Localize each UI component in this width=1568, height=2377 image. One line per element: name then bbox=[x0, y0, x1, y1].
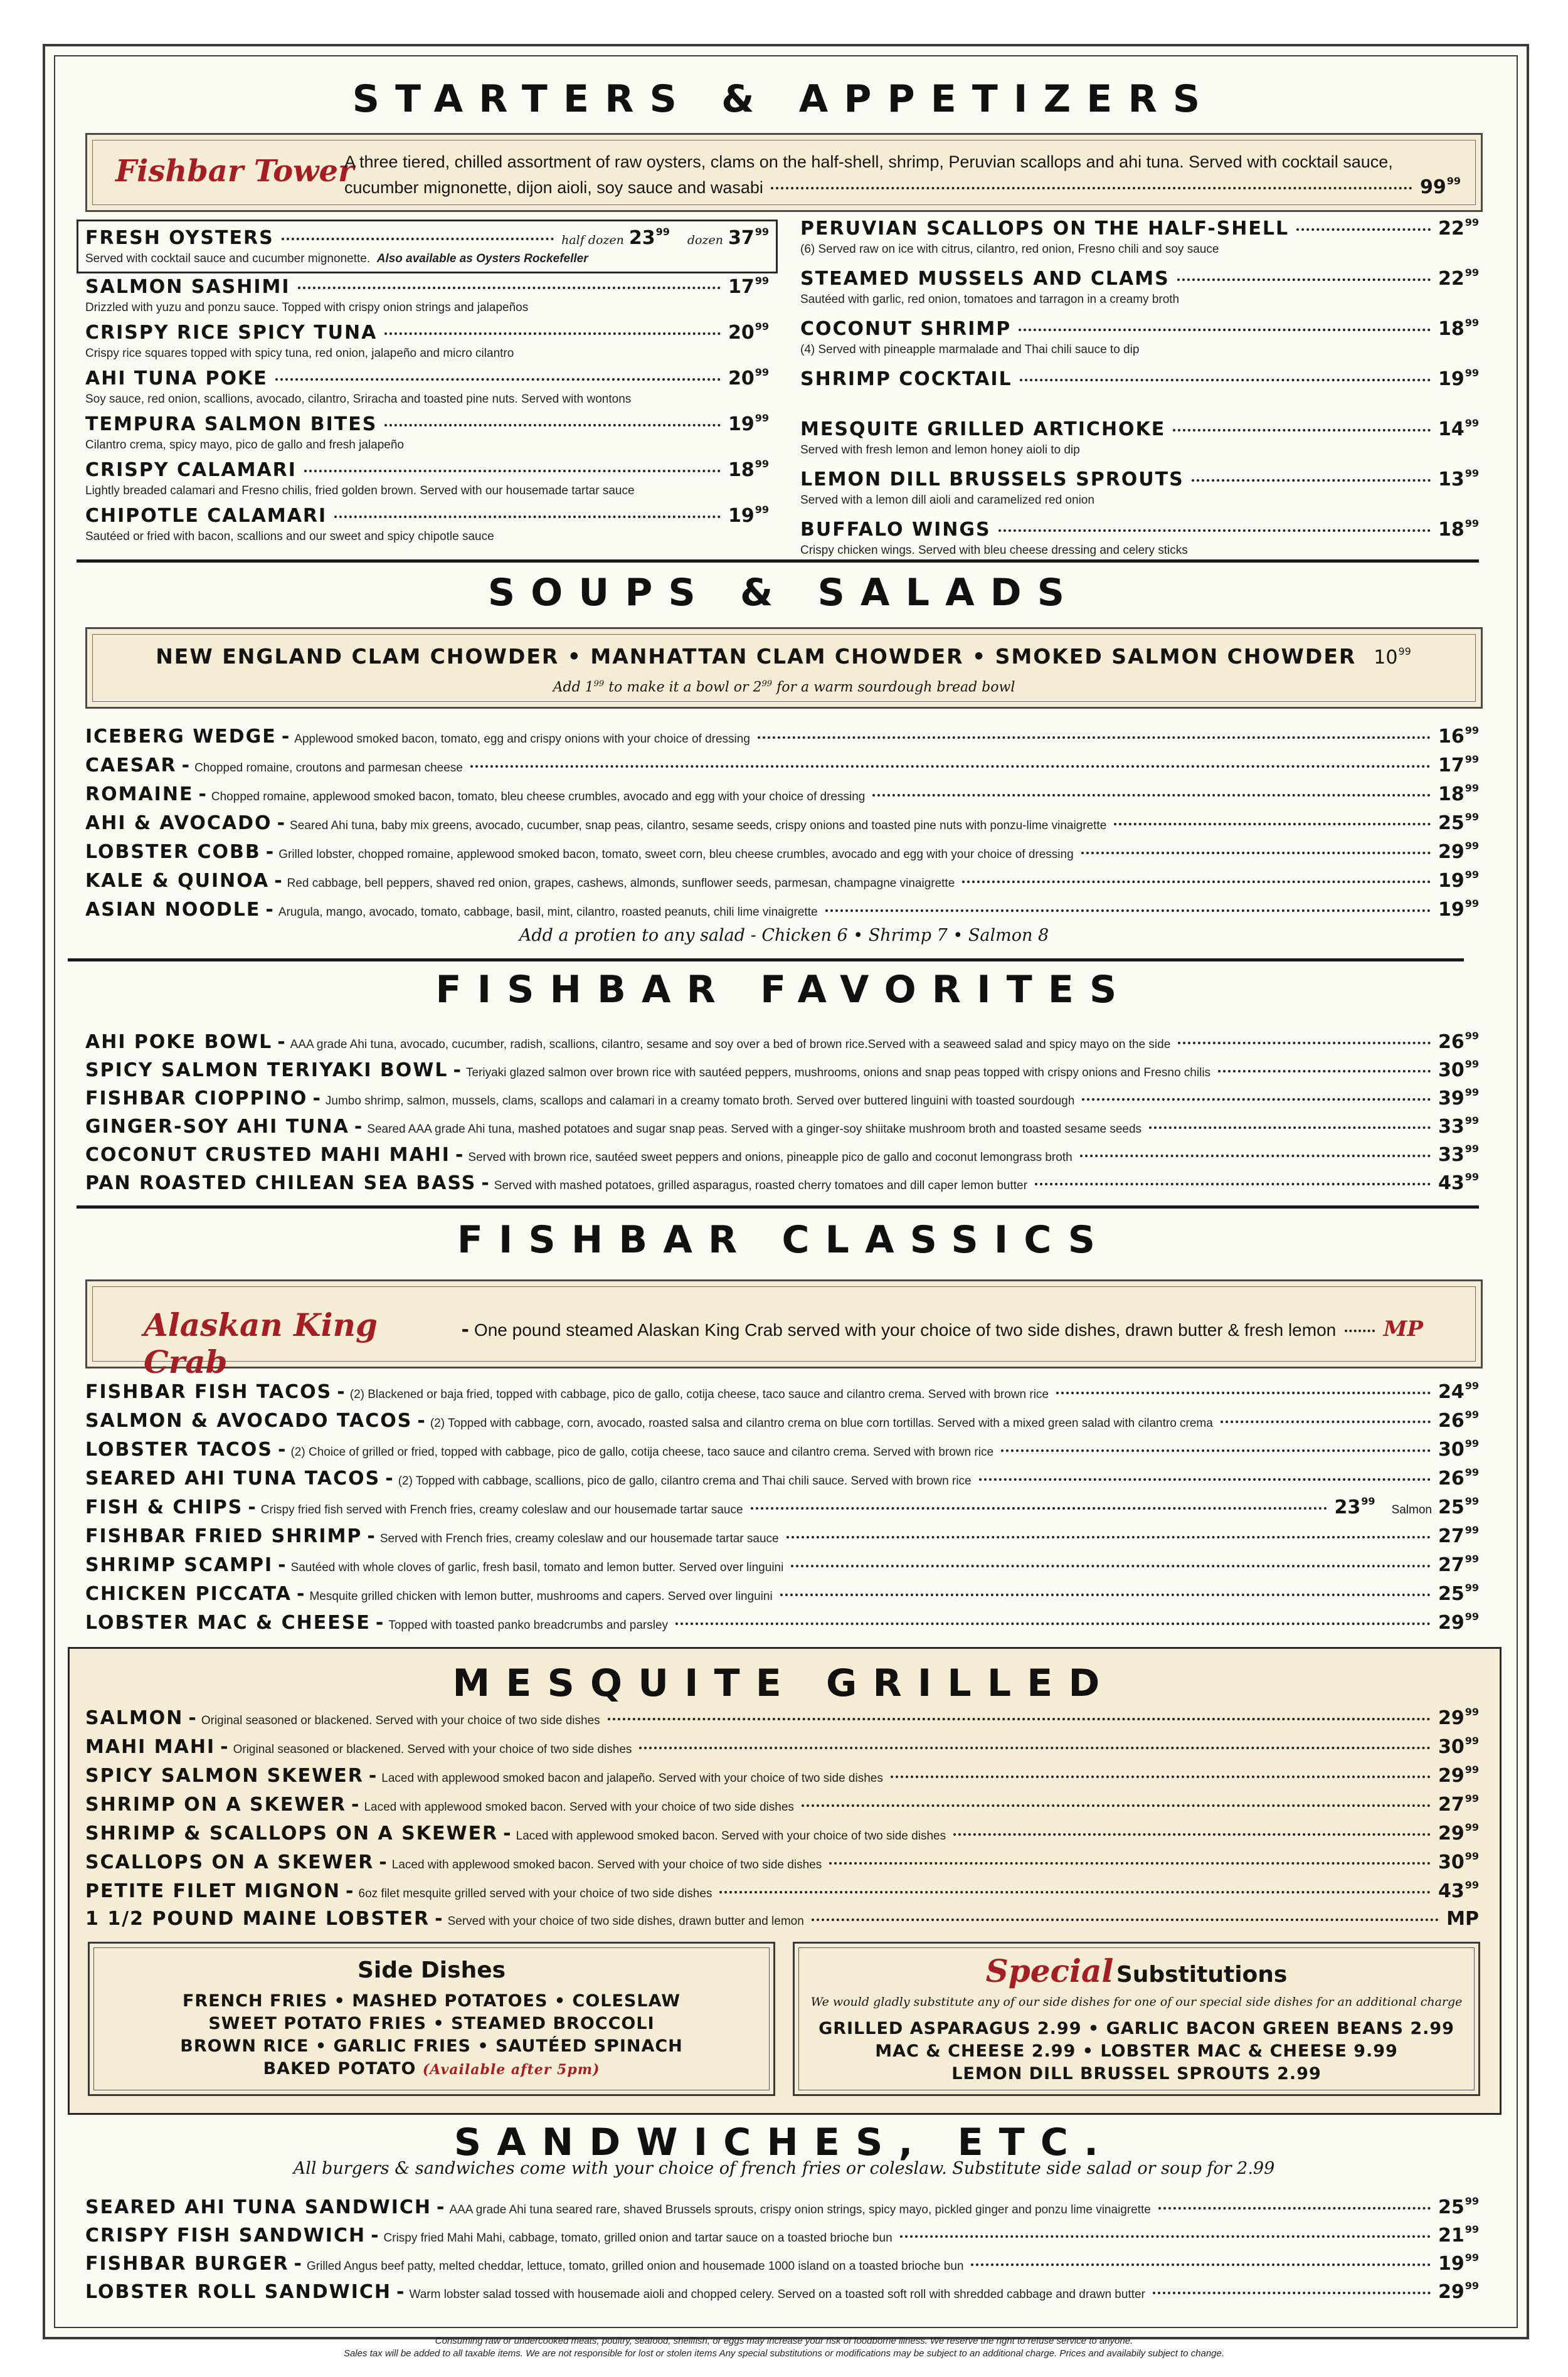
item-price: $18^{99}$ bbox=[1438, 517, 1479, 541]
item-price: $17^{99}$ bbox=[728, 275, 769, 298]
menu-item-scallops-on-a-skewer: SCALLOPS ON A SKEWER - Laced with applewood smoked bacon. Served with your choice of two side dishes $30^{99}$ bbox=[85, 1850, 1479, 1873]
item-desc: Served with mashed potatoes, grilled asparagus, roasted cherry tomatoes and dill caper lemon butter bbox=[494, 1179, 1027, 1192]
item-desc: (2) Blackened or baja fried, topped with cabbage, pico de gallo, cotija cheese, taco sauce and cilantro crema. Served with brown rice bbox=[349, 1388, 1049, 1401]
item-price: $39^{99}$ bbox=[1438, 1086, 1479, 1109]
menu-item-ahi-avocado: AHI & AVOCADO - Seared Ahi tuna, baby mix greens, avocado, cucumber, snap peas, cilantro, sesame seeds, crispy onions and toasted pine nuts with ponzu-lime vinaigrette $25^{99}$ bbox=[85, 811, 1479, 834]
section-title-soups: SOUPS & SALADS bbox=[487, 571, 1081, 615]
item-name: 1 1/2 POUND MAINE LOBSTER bbox=[85, 1908, 430, 1930]
item-name: PETITE FILET MIGNON bbox=[85, 1880, 341, 1902]
menu-item-ahi-poke-bowl: AHI POKE BOWL - AAA grade Ahi tuna, avocado, cucumber, radish, scallions, cilantro, sesame and soy over a bed of brown rice.Served with a seaweed salad and spicy mayo on the side $26^{99}$ bbox=[85, 1030, 1479, 1053]
item-price: $27^{99}$ bbox=[1438, 1792, 1479, 1816]
item-price: $43^{99}$ bbox=[1438, 1171, 1479, 1194]
fishbar-tower-price: $99^{99}$ bbox=[1419, 175, 1461, 198]
special-line2: MAC & CHEESE 2.99 • LOBSTER MAC & CHEESE 9.99 bbox=[875, 2041, 1398, 2061]
menu-item-steamed-mussels-and-clams bbox=[800, 267, 1479, 292]
item-price: $19^{99}$ bbox=[1438, 2252, 1479, 2275]
item-desc: Crispy fried fish served with French fries, creamy coleslaw and our housemade tartar sauce bbox=[260, 1503, 743, 1517]
menu-item-peruvian-scallops-on-the-half-shell bbox=[800, 216, 1479, 241]
protein-note: Add a protien to any salad - Chicken 6 • Shrimp 7 • Salmon 8 bbox=[519, 926, 1049, 945]
item-desc: Original seasoned or blackened. Served with your choice of two side dishes bbox=[233, 1743, 632, 1756]
item-desc: Grilled lobster, chopped romaine, applewood smoked bacon, tomato, sweet corn, bleu cheese crumbles, avocado and egg with your choice of dressing bbox=[278, 848, 1074, 861]
item-price: $33^{99}$ bbox=[1438, 1143, 1479, 1166]
menu-item-seared-ahi-tuna-sandwich: SEARED AHI TUNA SANDWICH - AAA grade Ahi tuna seared rare, shaved Brussels sprouts, crispy onion strings, spicy mayo, pickled ginger and ponzu lime vinaigrette $25^{99}$ bbox=[85, 2195, 1479, 2218]
item-desc: Chopped romaine, croutons and parmesan cheese bbox=[194, 761, 463, 775]
fishbar-tower-desc-line1: A three tiered, chilled assortment of raw oysters, clams on the half-shell, shrimp, Peruvian scallops and ahi tuna. Served with cocktail sauce, bbox=[344, 152, 1393, 171]
item-name: AHI POKE BOWL bbox=[85, 1031, 273, 1053]
menu-item-coconut-crusted-mahi-mahi: COCONUT CRUSTED MAHI MAHI - Served with brown rice, sautéed sweet peppers and onions, pineapple pico de gallo and coconut lemongrass broth $33^{99}$ bbox=[85, 1143, 1479, 1166]
item-desc: Topped with toasted panko breadcrumbs and parsley bbox=[388, 1619, 669, 1632]
item-price: $18^{99}$ bbox=[728, 458, 769, 481]
item-alt-price: $23^{99}$ bbox=[1334, 1495, 1375, 1518]
item-price: $26^{99}$ bbox=[1438, 1030, 1479, 1053]
item-price: $24^{99}$ bbox=[1438, 1380, 1479, 1403]
menu-item-lobster-tacos: LOBSTER TACOS - (2) Choice of grilled or fried, topped with cabbage, pico de gallo, cotija cheese, taco sauce and cilantro crema. Served with brown rice $30^{99}$ bbox=[85, 1437, 1479, 1461]
item-desc: Applewood smoked bacon, tomato, egg and crispy onions with your choice of dressing bbox=[294, 733, 750, 746]
menu-item-shrimp-cocktail bbox=[800, 367, 1479, 392]
item-name: MAHI MAHI bbox=[85, 1736, 216, 1758]
item-name: PAN ROASTED CHILEAN SEA BASS bbox=[85, 1172, 477, 1194]
item-price: $18^{99}$ bbox=[1438, 782, 1479, 805]
item-desc: (4) Served with pineapple marmalade and Thai chili sauce to dip bbox=[800, 343, 1140, 356]
rule-favorites bbox=[77, 1205, 1479, 1209]
item-price: $20^{99}$ bbox=[728, 366, 769, 389]
item-desc: 6oz filet mesquite grilled served with your choice of two side dishes bbox=[358, 1887, 712, 1900]
item-name: FISHBAR FRIED SHRIMP bbox=[85, 1525, 363, 1547]
menu-item-ginger-soy-ahi-tuna: GINGER-SOY AHI TUNA - Seared AAA grade Ahi tuna, mashed potatoes and sugar snap peas. Served with a ginger-soy shiitake mushroom broth and toasted sesame seeds $33^{99}$ bbox=[85, 1114, 1479, 1138]
item-name: AHI TUNA POKE bbox=[85, 368, 268, 389]
item-name: LOBSTER MAC & CHEESE bbox=[85, 1612, 371, 1634]
footer-line2: Sales tax will be added to all taxable items. We are not responsible for lost or stolen items Any special substitutions or modifications may be subject to an additional charge. Prices and availabily subject to change. bbox=[343, 2348, 1225, 2359]
item-desc: (2) Topped with cabbage, corn, avocado, roasted salsa and cilantro crema on blue corn tortillas. Served with a mixed green salad with cilantro crema bbox=[430, 1417, 1213, 1430]
item-name: ASIAN NOODLE bbox=[85, 899, 261, 921]
item-desc: Crispy chicken wings. Served with bleu cheese dressing and celery sticks bbox=[800, 544, 1188, 557]
king-crab-desc: One pound steamed Alaskan King Crab served with your choice of two side dishes, drawn butter & fresh lemon bbox=[474, 1320, 1337, 1340]
menu-item-crispy-rice-spicy-tuna bbox=[85, 320, 769, 346]
item-name: CRISPY CALAMARI bbox=[85, 459, 297, 481]
item-price: $25^{99}$ bbox=[1438, 1582, 1479, 1605]
menu-item-romaine: ROMAINE - Chopped romaine, applewood smoked bacon, tomato, bleu cheese crumbles, avocado and egg with your choice of dressing $18^{99}$ bbox=[85, 782, 1479, 805]
menu-item-fishbar-fried-shrimp: FISHBAR FRIED SHRIMP - Served with French fries, creamy coleslaw and our housemade tartar sauce $27^{99}$ bbox=[85, 1524, 1479, 1547]
section-title-grilled: MESQUITE GRILLED bbox=[452, 1661, 1116, 1705]
oysters-desc: Served with cocktail sauce and cucumber mignonette. Also available as Oysters Rockefeller bbox=[85, 252, 588, 265]
menu-item-fish-chips: FISH & CHIPS - Crispy fried fish served with French fries, creamy coleslaw and our housemade tartar sauce $23^{99}$ Salmon $25^{99}$ bbox=[85, 1495, 1479, 1518]
menu-item-buffalo-wings bbox=[800, 517, 1479, 543]
item-price: $29^{99}$ bbox=[1438, 1821, 1479, 1845]
item-desc: Teriyaki glazed salmon over brown rice with sautéed peppers, mushrooms, onions and snap peas topped with crispy onions and Fresno chilis bbox=[465, 1066, 1211, 1079]
item-desc: (6) Served raw on ice with citrus, cilantro, red onion, Fresno chili and soy sauce bbox=[800, 243, 1219, 256]
item-price: MP bbox=[1446, 1908, 1479, 1930]
menu-item-asian-noodle: ASIAN NOODLE - Arugula, mango, avocado, tomato, cabbage, basil, mint, cilantro, roasted peanuts, chili lime vinaigrette $19^{99}$ bbox=[85, 897, 1479, 921]
item-name: SEARED AHI TUNA TACOS bbox=[85, 1468, 381, 1490]
item-name: FISHBAR FISH TACOS bbox=[85, 1381, 332, 1403]
item-name: SHRIMP COCKTAIL bbox=[800, 368, 1012, 390]
menu-item-seared-ahi-tuna-tacos: SEARED AHI TUNA TACOS - (2) Topped with cabbage, scallions, pico de gallo, cilantro crema and Thai chili sauce. Served with brown rice $26^{99}$ bbox=[85, 1466, 1479, 1490]
item-name: TEMPURA SALMON BITES bbox=[85, 413, 378, 435]
oysters-dozen-price: $37^{99}$ bbox=[728, 226, 769, 249]
menu-item-1-1-2-pound-maine-lobster: 1 1/2 POUND MAINE LOBSTER - Served with your choice of two side dishes, drawn butter and lemon MP bbox=[85, 1908, 1479, 1930]
item-name: FISHBAR BURGER bbox=[85, 2253, 289, 2275]
menu-item-fishbar-burger: FISHBAR BURGER - Grilled Angus beef patty, melted cheddar, lettuce, tomato, grilled onion and housemade 1000 island on a toasted brioche bun $19^{99}$ bbox=[85, 2252, 1479, 2275]
rule-starters bbox=[77, 559, 1479, 563]
item-price: $22^{99}$ bbox=[1438, 216, 1479, 240]
section-title-sandwiches: SANDWICHES, ETC. bbox=[453, 2120, 1115, 2164]
side-dishes-box bbox=[88, 1942, 775, 2096]
item-desc: Grilled Angus beef patty, melted cheddar, lettuce, tomato, grilled onion and housemade 1000 island on a toasted brioche bun bbox=[307, 2260, 964, 2273]
chowder-line: NEW ENGLAND CLAM CHOWDER • MANHATTAN CLAM CHOWDER • SMOKED SALMON CHOWDER bbox=[156, 644, 1357, 669]
sandwich-note: All burgers & sandwiches come with your choice of french fries or coleslaw. Substitute side salad or soup for 2.99 bbox=[293, 2159, 1275, 2178]
item-price: $29^{99}$ bbox=[1438, 2280, 1479, 2303]
item-name: LOBSTER ROLL SANDWICH bbox=[85, 2281, 392, 2303]
menu-item-shrimp-on-a-skewer: SHRIMP ON A SKEWER - Laced with applewood smoked bacon. Served with your choice of two side dishes $27^{99}$ bbox=[85, 1792, 1479, 1816]
item-desc: Chopped romaine, applewood smoked bacon, tomato, bleu cheese crumbles, avocado and egg with your choice of dressing bbox=[211, 790, 866, 803]
chowder-bowl-note: Add $1^{99}$ to make it a bowl or $2^{99}$ for a warm sourdough bread bowl bbox=[553, 679, 1015, 696]
item-price: $20^{99}$ bbox=[728, 320, 769, 344]
item-desc: AAA grade Ahi tuna, avocado, cucumber, radish, scallions, cilantro, sesame and soy over a bed of brown rice.Served with a seaweed salad and spicy mayo on the side bbox=[290, 1038, 1171, 1051]
item-desc: Sautéed or fried with bacon, scallions and our sweet and spicy chipotle sauce bbox=[85, 530, 494, 543]
item-name: SPICY SALMON SKEWER bbox=[85, 1765, 364, 1787]
item-name: CHICKEN PICCATA bbox=[85, 1583, 292, 1605]
side-dishes-line4: BAKED POTATO (Available after 5pm) bbox=[263, 2059, 600, 2078]
item-desc: Original seasoned or blackened. Served with your choice of two side dishes bbox=[201, 1714, 600, 1727]
menu-item-salmon-sashimi bbox=[85, 275, 769, 300]
item-price: $19^{99}$ bbox=[1438, 367, 1479, 390]
item-price: $30^{99}$ bbox=[1438, 1437, 1479, 1461]
menu-item-caesar: CAESAR - Chopped romaine, croutons and parmesan cheese $17^{99}$ bbox=[85, 753, 1479, 776]
menu-item-kale-quinoa: KALE & QUINOA - Red cabbage, bell peppers, shaved red onion, grapes, cashews, almonds, sunflower seeds, parmesan, champagne vinaigrette $19^{99}$ bbox=[85, 869, 1479, 892]
menu-item-mahi-mahi: MAHI MAHI - Original seasoned or blackened. Served with your choice of two side dishes $30^{99}$ bbox=[85, 1735, 1479, 1758]
item-desc: (2) Choice of grilled or fried, topped with cabbage, pico de gallo, cotija cheese, taco sauce and cilantro crema. Served with brown rice bbox=[290, 1446, 994, 1459]
item-price: $26^{99}$ bbox=[1438, 1466, 1479, 1490]
item-price: $25^{99}$ bbox=[1438, 1495, 1479, 1518]
side-dishes-title: Side Dishes bbox=[357, 1957, 506, 1983]
menu-item-spicy-salmon-teriyaki-bowl: SPICY SALMON TERIYAKI BOWL - Teriyaki glazed salmon over brown rice with sautéed peppers, mushrooms, onions and snap peas topped with crispy onions and Fresno chilis $30^{99}$ bbox=[85, 1058, 1479, 1081]
item-name: FISHBAR CIOPPINO bbox=[85, 1088, 308, 1109]
item-name: KALE & QUINOA bbox=[85, 870, 270, 892]
item-name: ROMAINE bbox=[85, 783, 194, 805]
king-crab-price: MP bbox=[1383, 1316, 1423, 1342]
item-name: SEARED AHI TUNA SANDWICH bbox=[85, 2196, 432, 2218]
item-name: LEMON DILL BRUSSELS SPROUTS bbox=[800, 469, 1184, 490]
item-desc: Seared Ahi tuna, baby mix greens, avocado, cucumber, snap peas, cilantro, sesame seeds, crispy onions and toasted pine nuts with ponzu-lime vinaigrette bbox=[290, 819, 1107, 832]
menu-item-fishbar-fish-tacos: FISHBAR FISH TACOS - (2) Blackened or baja fried, topped with cabbage, pico de gallo, cotija cheese, taco sauce and cilantro crema. Served with brown rice $24^{99}$ bbox=[85, 1380, 1479, 1403]
item-price: $27^{99}$ bbox=[1438, 1524, 1479, 1547]
item-price: $19^{99}$ bbox=[1438, 897, 1479, 921]
item-price: $30^{99}$ bbox=[1438, 1735, 1479, 1758]
menu-item-spicy-salmon-skewer: SPICY SALMON SKEWER - Laced with applewood smoked bacon and jalapeño. Served with your choice of two side dishes $29^{99}$ bbox=[85, 1764, 1479, 1787]
item-price: $14^{99}$ bbox=[1438, 417, 1479, 440]
item-alt-label: Salmon bbox=[1391, 1503, 1432, 1517]
item-desc: Served with fresh lemon and lemon honey aioli to dip bbox=[800, 443, 1080, 457]
menu-item-crispy-calamari bbox=[85, 458, 769, 483]
menu-item-lemon-dill-brussels-sprouts bbox=[800, 467, 1479, 492]
menu-item-coconut-shrimp bbox=[800, 317, 1479, 342]
menu-item-shrimp-scallops-on-a-skewer: SHRIMP & SCALLOPS ON A SKEWER - Laced with applewood smoked bacon. Served with your choice of two side dishes $29^{99}$ bbox=[85, 1821, 1479, 1845]
item-desc: Laced with applewood smoked bacon. Served with your choice of two side dishes bbox=[516, 1829, 946, 1843]
item-price: $26^{99}$ bbox=[1438, 1409, 1479, 1432]
oysters-half-dozen-price: $23^{99}$ bbox=[628, 226, 670, 249]
item-price: $29^{99}$ bbox=[1438, 1611, 1479, 1634]
menu-item-tempura-salmon-bites bbox=[85, 412, 769, 437]
fishbar-tower-desc-line2: cucumber mignonette, dijon aioli, soy sauce and wasabi bbox=[344, 178, 763, 197]
item-price: $25^{99}$ bbox=[1438, 2195, 1479, 2218]
item-price: $13^{99}$ bbox=[1438, 467, 1479, 490]
item-price: $18^{99}$ bbox=[1438, 317, 1479, 340]
item-desc: Jumbo shrimp, salmon, mussels, clams, scallops and calamari in a creamy tomato broth. Served over buttered linguini with toasted sourdough bbox=[325, 1094, 1075, 1108]
section-title-classics: FISHBAR CLASSICS bbox=[457, 1218, 1111, 1262]
item-price: $25^{99}$ bbox=[1438, 811, 1479, 834]
special-line1: GRILLED ASPARAGUS 2.99 • GARLIC BACON GREEN BEANS 2.99 bbox=[818, 2019, 1454, 2038]
item-name: COCONUT SHRIMP bbox=[800, 318, 1012, 340]
item-name: CAESAR bbox=[85, 754, 177, 776]
item-name: CRISPY FISH SANDWICH bbox=[85, 2225, 366, 2247]
item-desc: Served with brown rice, sautéed sweet peppers and onions, pineapple pico de gallo and coconut lemongrass broth bbox=[468, 1151, 1073, 1164]
item-price: $27^{99}$ bbox=[1438, 1553, 1479, 1576]
menu-item-salmon-avocado-tacos: SALMON & AVOCADO TACOS - (2) Topped with cabbage, corn, avocado, roasted salsa and cilantro crema on blue corn tortillas. Served with a mixed green salad with cilantro crema $26^{99}$ bbox=[85, 1409, 1479, 1432]
item-name: STEAMED MUSSELS AND CLAMS bbox=[800, 268, 1170, 290]
menu-item-pan-roasted-chilean-sea-bass: PAN ROASTED CHILEAN SEA BASS - Served with mashed potatoes, grilled asparagus, roasted cherry tomatoes and dill caper lemon butter $43^{99}$ bbox=[85, 1171, 1479, 1194]
item-desc: Crispy rice squares topped with spicy tuna, red onion, jalapeño and micro cilantro bbox=[85, 347, 514, 360]
special-substitutions-box bbox=[793, 1942, 1480, 2096]
item-name: GINGER-SOY AHI TUNA bbox=[85, 1116, 349, 1138]
special-line3: LEMON DILL BRUSSEL SPROUTS 2.99 bbox=[951, 2064, 1322, 2083]
menu-item-iceberg-wedge: ICEBERG WEDGE - Applewood smoked bacon, tomato, egg and crispy onions with your choice of dressing $16^{99}$ bbox=[85, 724, 1479, 748]
item-price: $19^{99}$ bbox=[1438, 869, 1479, 892]
item-name: MESQUITE GRILLED ARTICHOKE bbox=[800, 418, 1166, 440]
chowder-banner bbox=[85, 627, 1483, 709]
section-title-favorites: FISHBAR FAVORITES bbox=[435, 968, 1133, 1012]
menu-item-chipotle-calamari bbox=[85, 504, 769, 529]
item-price: $33^{99}$ bbox=[1438, 1114, 1479, 1138]
item-desc: Sautéed with whole cloves of garlic, fresh basil, tomato and lemon butter. Served over linguini bbox=[290, 1561, 784, 1574]
item-name: CRISPY RICE SPICY TUNA bbox=[85, 322, 378, 344]
menu-item-mesquite-grilled-artichoke bbox=[800, 417, 1479, 442]
item-name: SALMON bbox=[85, 1707, 184, 1729]
item-desc: Served with French fries, creamy coleslaw and our housemade tartar sauce bbox=[379, 1532, 779, 1545]
menu-item-crispy-fish-sandwich: CRISPY FISH SANDWICH - Crispy fried Mahi Mahi, cabbage, tomato, grilled onion and tartar sauce on a toasted brioche bun $21^{99}$ bbox=[85, 2223, 1479, 2247]
menu-item-fresh-oysters: FRESH OYSTERS half dozen $23^{99}$ dozen $37^{99}$ bbox=[85, 226, 769, 249]
item-name: SCALLOPS ON A SKEWER bbox=[85, 1851, 374, 1873]
king-crab-banner: Alaskan King Crab - One pound steamed Alaskan King Crab served with your choice of two side dishes, drawn butter & fresh lemon MP bbox=[85, 1279, 1483, 1368]
item-price: $22^{99}$ bbox=[1438, 267, 1479, 290]
side-dishes-line3: BROWN RICE • GARLIC FRIES • SAUTÉED SPINACH bbox=[180, 2036, 683, 2056]
item-price: $43^{99}$ bbox=[1438, 1879, 1479, 1902]
item-price: $30^{99}$ bbox=[1438, 1850, 1479, 1873]
item-name: COCONUT CRUSTED MAHI MAHI bbox=[85, 1144, 450, 1166]
item-name: ICEBERG WEDGE bbox=[85, 726, 277, 748]
item-price: $30^{99}$ bbox=[1438, 1058, 1479, 1081]
fishbar-tower-name: Fishbar Tower bbox=[115, 154, 354, 189]
menu-item-ahi-tuna-poke bbox=[85, 366, 769, 391]
item-desc: Served with a lemon dill aioli and caramelized red onion bbox=[800, 494, 1094, 507]
item-desc: Mesquite grilled chicken with lemon butter, mushrooms and capers. Served over linguini bbox=[309, 1590, 773, 1603]
rule-soups bbox=[68, 958, 1464, 961]
fishbar-tower-banner bbox=[85, 133, 1483, 212]
item-desc: Warm lobster salad tossed with housemade aioli and chopped celery. Served on a toasted soft roll with shredded cabbage and drawn butter bbox=[409, 2288, 1145, 2301]
item-desc: Served with your choice of two side dishes, drawn butter and lemon bbox=[447, 1915, 804, 1928]
menu-item-lobster-roll-sandwich: LOBSTER ROLL SANDWICH - Warm lobster salad tossed with housemade aioli and chopped celery. Served on a toasted soft roll with shredded cabbage and drawn butter $29^{99}$ bbox=[85, 2280, 1479, 2303]
footer-line1: Consuming raw or undercooked meats, poultry, seafood, shellfish, or eggs may increase your risk of foodborne illness. We reserve the right to refuse service to anyone. bbox=[435, 2336, 1133, 2346]
section-title-starters: STARTERS & APPETIZERS bbox=[352, 77, 1216, 121]
item-name: BUFFALO WINGS bbox=[800, 519, 991, 541]
item-desc: Cilantro crema, spicy mayo, pico de gallo and fresh jalapeño bbox=[85, 438, 404, 452]
menu-item-fishbar-cioppino: FISHBAR CIOPPINO - Jumbo shrimp, salmon, mussels, clams, scallops and calamari in a creamy tomato broth. Served over buttered linguini with toasted sourdough $39^{99}$ bbox=[85, 1086, 1479, 1109]
menu-item-lobster-cobb: LOBSTER COBB - Grilled lobster, chopped romaine, applewood smoked bacon, tomato, sweet corn, bleu cheese crumbles, avocado and egg with your choice of dressing $29^{99}$ bbox=[85, 840, 1479, 863]
side-dishes-line2: SWEET POTATO FRIES • STEAMED BROCCOLI bbox=[208, 2014, 655, 2033]
king-crab-name: Alaskan King Crab bbox=[144, 1306, 378, 1380]
item-price: $21^{99}$ bbox=[1438, 2223, 1479, 2247]
menu-item-shrimp-scampi: SHRIMP SCAMPI - Sautéed with whole cloves of garlic, fresh basil, tomato and lemon butter. Served over linguini $27^{99}$ bbox=[85, 1553, 1479, 1576]
item-desc: Soy sauce, red onion, scallions, avocado, cilantro, Sriracha and toasted pine nuts. Served with wontons bbox=[85, 393, 632, 406]
item-price: $16^{99}$ bbox=[1438, 724, 1479, 748]
item-desc: Drizzled with yuzu and ponzu sauce. Topped with crispy onion strings and jalapeños bbox=[85, 301, 529, 314]
item-name: PERUVIAN SCALLOPS ON THE HALF-SHELL bbox=[800, 218, 1290, 240]
item-name: LOBSTER COBB bbox=[85, 841, 261, 863]
side-dishes-line1: FRENCH FRIES • MASHED POTATOES • COLESLAW bbox=[182, 1991, 681, 2011]
item-name: SHRIMP ON A SKEWER bbox=[85, 1794, 347, 1816]
item-name: SALMON & AVOCADO TACOS bbox=[85, 1410, 413, 1432]
item-desc: Arugula, mango, avocado, tomato, cabbage, basil, mint, cilantro, roasted peanuts, chili lime vinaigrette bbox=[278, 906, 818, 919]
item-desc: Laced with applewood smoked bacon and jalapeño. Served with your choice of two side dishes bbox=[381, 1772, 883, 1785]
item-desc: Laced with applewood smoked bacon. Served with your choice of two side dishes bbox=[364, 1801, 794, 1814]
item-name: SPICY SALMON TERIYAKI BOWL bbox=[85, 1059, 448, 1081]
menu-item-chicken-piccata: CHICKEN PICCATA - Mesquite grilled chicken with lemon butter, mushrooms and capers. Served over linguini $25^{99}$ bbox=[85, 1582, 1479, 1605]
item-name: SALMON SASHIMI bbox=[85, 276, 290, 298]
item-name: SHRIMP & SCALLOPS ON A SKEWER bbox=[85, 1823, 499, 1845]
menu-item-lobster-mac-cheese: LOBSTER MAC & CHEESE - Topped with toasted panko breadcrumbs and parsley $29^{99}$ bbox=[85, 1611, 1479, 1634]
item-desc: Sautéed with garlic, red onion, tomatoes and tarragon in a creamy broth bbox=[800, 293, 1180, 306]
item-name: SHRIMP SCAMPI bbox=[85, 1554, 273, 1576]
item-desc: Crispy fried Mahi Mahi, cabbage, tomato, grilled onion and tartar sauce on a toasted brioche bun bbox=[383, 2231, 893, 2245]
item-desc: Seared AAA grade Ahi tuna, mashed potatoes and sugar snap peas. Served with a ginger-soy shiitake mushroom broth and toasted sesame seeds bbox=[367, 1123, 1142, 1136]
item-desc: Lightly breaded calamari and Fresno chilis, fried golden brown. Served with our housemade tartar sauce bbox=[85, 484, 635, 497]
item-price: $19^{99}$ bbox=[728, 412, 769, 435]
item-desc: AAA grade Ahi tuna seared rare, shaved Brussels sprouts, crispy onion strings, spicy mayo, pickled ginger and ponzu lime vinaigrette bbox=[449, 2203, 1151, 2216]
item-name: LOBSTER TACOS bbox=[85, 1439, 273, 1461]
item-name: FISH & CHIPS bbox=[85, 1496, 243, 1518]
item-price: $29^{99}$ bbox=[1438, 840, 1479, 863]
item-desc: Laced with applewood smoked bacon. Served with your choice of two side dishes bbox=[391, 1858, 822, 1871]
item-price: $19^{99}$ bbox=[728, 504, 769, 527]
item-price: $29^{99}$ bbox=[1438, 1706, 1479, 1729]
menu-item-salmon: SALMON - Original seasoned or blackened. Served with your choice of two side dishes $29^{99}$ bbox=[85, 1706, 1479, 1729]
item-price: $29^{99}$ bbox=[1438, 1764, 1479, 1787]
item-desc: Red cabbage, bell peppers, shaved red onion, grapes, cashews, almonds, sunflower seeds, parmesan, champagne vinaigrette bbox=[287, 877, 955, 890]
chowder-price: $10^{99}$ bbox=[1374, 645, 1411, 669]
special-substitutions-title: Special Substitutions bbox=[985, 1952, 1288, 1989]
item-price: $17^{99}$ bbox=[1438, 753, 1479, 776]
special-substitutions-note: We would gladly substitute any of our side dishes for one of our special side dishes for an additional charge bbox=[810, 1995, 1463, 2009]
item-name: AHI & AVOCADO bbox=[85, 812, 272, 834]
item-name: CHIPOTLE CALAMARI bbox=[85, 505, 327, 527]
menu-item-petite-filet-mignon: PETITE FILET MIGNON - 6oz filet mesquite grilled served with your choice of two side dishes $43^{99}$ bbox=[85, 1879, 1479, 1902]
item-desc: (2) Topped with cabbage, scallions, pico de gallo, cilantro crema and Thai chili sauce. Served with brown rice bbox=[398, 1474, 972, 1488]
